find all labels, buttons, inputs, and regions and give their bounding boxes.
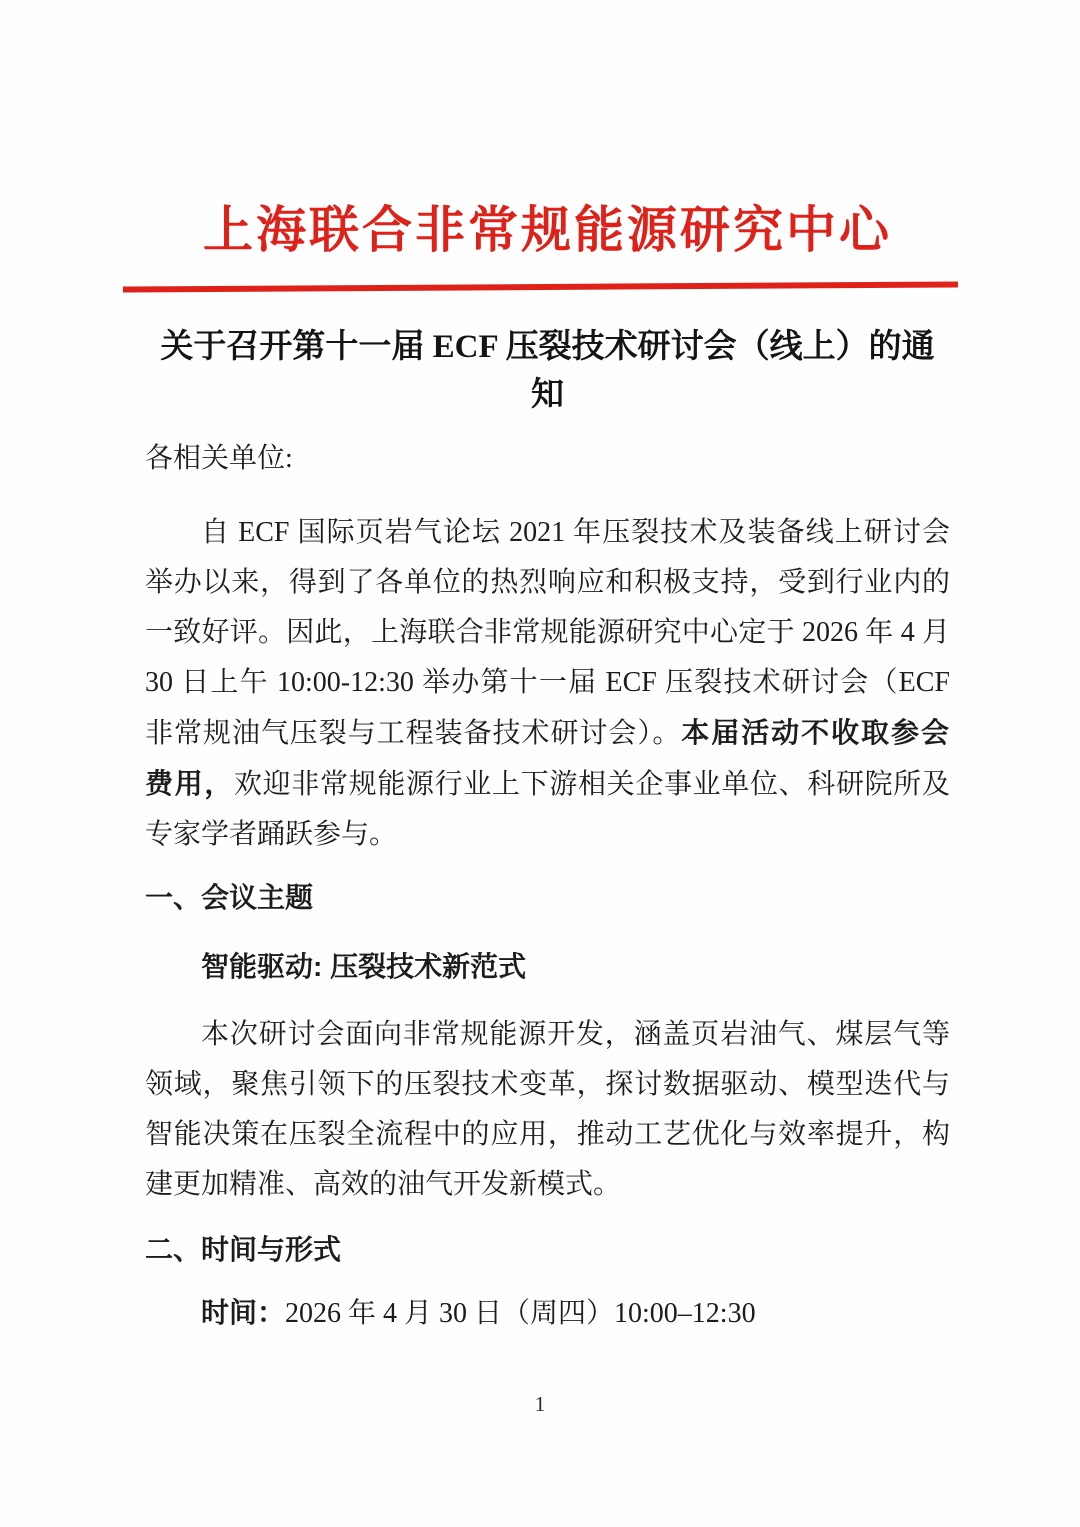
intro-text-part1: 自 ECF 国际页岩气论坛 2021 年压裂技术及装备线上研讨会举办以来，得到了各单位的热烈响应和积极支持，受到行业内的一致好评。因此，上海联合非常规能源研究中心定于 2026 年 4 月 30 日上午 10:00-12:30 举办第十一届 ECF 压裂技术研讨会（ECF 非常规油气压裂与工程装备技术研讨会）。	[145, 517, 950, 749]
meeting-theme: 智能驱动: 压裂技术新范式	[201, 951, 527, 982]
theme-description-paragraph: 本次研讨会面向非常规能源开发，涵盖页岩油气、煤层气等领域，聚焦引领下的压裂技术变革，探讨数据驱动、模型迭代与智能决策在压裂全流程中的应用，推动工艺优化与效率提升，构建更加精准、高效的油气开发新模式。	[145, 1019, 950, 1200]
time-label: 时间：	[201, 1297, 286, 1328]
intro-text-bold-notice: 本届活动不收取参会费用，	[145, 717, 950, 799]
section-heading-meeting-theme: 一、会议主题	[145, 882, 314, 913]
time-value: 2026 年 4 月 30 日（周四）10:00–12:30	[285, 1298, 756, 1329]
intro-paragraph	[145, 508, 950, 860]
letterhead-org-name: 上海联合非常规能源研究中心	[203, 202, 892, 258]
letterhead-rule	[123, 281, 958, 292]
document-title: 关于召开第十一届 ECF 压裂技术研讨会（线上）的通知	[160, 329, 935, 413]
section-heading-time-format: 二、时间与形式	[145, 1234, 342, 1265]
salutation: 各相关单位:	[145, 443, 293, 474]
intro-text-part2: 欢迎非常规能源行业上下游相关企事业单位、科研院所及专家学者踊跃参与。	[145, 769, 950, 850]
meeting-time-line	[145, 1288, 950, 1339]
page-number: 1	[534, 1392, 546, 1416]
